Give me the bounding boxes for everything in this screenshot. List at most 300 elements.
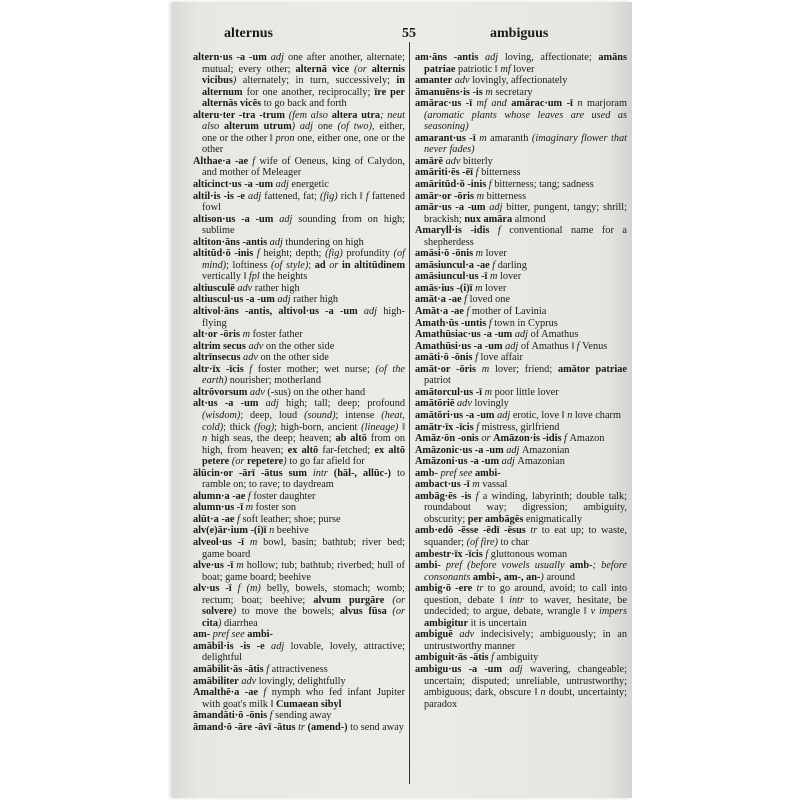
dictionary-entry — [193, 237, 405, 249]
headword-text: amāt·a -ae — [415, 294, 462, 306]
definition-text: lover — [485, 248, 507, 260]
headword-text: per ambāgēs — [467, 513, 524, 525]
grammar-text: adj — [502, 663, 530, 675]
column-divider — [409, 42, 410, 784]
grammar-text: f — [473, 421, 482, 433]
grammar-text: n — [202, 433, 212, 445]
grammar-text: ) — [218, 617, 225, 629]
definition-text: diarrhea — [224, 617, 258, 629]
grammar-text: ) — [540, 571, 547, 583]
grammar-text: f — [461, 294, 470, 306]
headword-text: alv·us -ī — [193, 583, 232, 595]
grammar-text: (imaginary flower that never fades) — [424, 132, 627, 156]
grammar-text: f — [482, 548, 491, 560]
definition-text: ; high-born, ancient — [274, 421, 362, 433]
dictionary-entry — [193, 306, 405, 329]
grammar-text: (of the earth) — [202, 363, 405, 387]
grammar-text: ) — [232, 75, 243, 87]
grammar-text: f — [486, 317, 495, 329]
dictionary-entry — [415, 260, 627, 272]
definition-text: on the other side — [265, 340, 335, 352]
definition-text: amaranth — [490, 132, 532, 144]
headword-text: Amaryll·is -idis — [415, 225, 490, 237]
grammar-text: n — [567, 409, 575, 421]
grammar-text: adj — [274, 294, 294, 306]
definition-text: one, either one, one or the other — [202, 132, 406, 156]
grammar-text: m — [233, 560, 247, 572]
headword-text: amāns patriae — [424, 52, 627, 75]
grammar-text: ) adj — [291, 121, 318, 133]
definition-text: (-sus) on the other hand — [267, 386, 366, 398]
headword-text: amāriti·ēs -ēī — [415, 167, 474, 179]
dictionary-entry — [415, 583, 627, 629]
headword-text: amāritūd·ō -inis — [415, 179, 487, 191]
grammar-text: pref (before vowels usually — [440, 560, 570, 572]
definition-text: love charm — [574, 409, 621, 421]
definition-text: energetic — [291, 179, 329, 191]
definition-text: gluttonous woman — [490, 548, 568, 560]
headword-text: Amāz·ōn -onis — [415, 433, 482, 445]
grammar-text: f — [463, 306, 472, 318]
headword-text: Amāzonic·us -a -um — [415, 444, 504, 456]
headword-text: Amath·ūs -untis — [415, 317, 487, 329]
headword-text: amb·edō -ēsse -ēdī -ēsus — [415, 525, 526, 537]
definition-text: high-flying — [202, 306, 405, 329]
grammar-text: adj — [273, 213, 299, 225]
headword-text: (hāl-, allūc-) — [333, 467, 391, 479]
definition-text: rather high — [293, 294, 339, 306]
dictionary-entry — [193, 341, 405, 353]
dictionary-entry — [193, 387, 405, 399]
headword-text: ambi-, am-, an- — [472, 571, 541, 583]
headword-text: amāt·or -ōris — [415, 363, 477, 375]
definition-text: mother of Lavinia — [471, 306, 547, 318]
headword-text: ambi- — [474, 467, 501, 479]
grammar-text: tr — [525, 525, 542, 537]
dictionary-entry — [415, 456, 627, 468]
dictionary-entry — [193, 502, 405, 514]
definition-text: secretary — [495, 86, 533, 98]
dictionary-entry — [415, 294, 627, 306]
headword-text: amb- — [415, 467, 438, 479]
headword-text: altrim secus — [193, 340, 246, 352]
definition-text: height; depth; — [263, 248, 326, 260]
dictionary-entry — [415, 664, 627, 710]
grammar-text: or — [481, 433, 494, 445]
headword-text: amāti·ō -ōnis — [415, 352, 473, 364]
page-header — [172, 26, 632, 46]
dictionary-entry — [193, 52, 405, 110]
definition-text: patriot — [424, 375, 451, 387]
grammar-text: ; neut also — [202, 109, 405, 133]
definition-text: soft leather; shoe; purse — [242, 513, 341, 525]
dictionary-entry — [415, 283, 627, 295]
dictionary-entry — [415, 191, 627, 203]
definition-text: lover; friend; — [494, 363, 558, 375]
grammar-text: (of style) — [270, 259, 309, 271]
grammar-text: (or — [392, 606, 406, 618]
headword-text: amābiliter — [193, 675, 239, 687]
definition-text: a winding, labyrinth; double talk; roundabout way; digression; ambiguity, obscurity; — [424, 490, 628, 525]
headword-text: alticinct·us -a -um — [193, 179, 274, 191]
headword-text: amās·ius -(i)ī — [415, 282, 473, 294]
definition-text: to ramble on; to rave; to daydream — [202, 467, 405, 491]
definition-text: to char — [500, 536, 529, 548]
headword-text: ambig·ō -ere — [415, 583, 473, 595]
headword-text: amātōri·us -a -um — [415, 409, 495, 421]
headword-text: altrīnsecus — [193, 352, 241, 364]
grammar-text: adj — [494, 409, 513, 421]
grammar-text: (aromatic plants whose leaves are used as seasoning) — [424, 109, 627, 133]
definition-text: indecisively; ambiguously; in an untrustworthy manner — [424, 629, 627, 652]
definition-text: ǁ — [402, 421, 405, 433]
grammar-text: m — [473, 248, 486, 260]
headword-text: alteru·ter -tra -trum — [193, 109, 285, 121]
headword-text: amār·or -ōris — [415, 190, 475, 202]
grammar-text: adv — [240, 352, 261, 364]
grammar-text: (or — [392, 594, 406, 606]
dictionary-entry — [193, 560, 405, 583]
headword-text: in altitūdinem — [341, 259, 406, 271]
dictionary-page — [172, 2, 632, 798]
definition-text: for one another, reciprocally; — [242, 86, 375, 98]
headword-text: ambiguit·ās -ātis — [415, 652, 489, 664]
headword-text: amār·us -a -um — [415, 202, 486, 214]
grammar-text: m — [476, 363, 495, 375]
headword-text: ex altō petere — [202, 444, 405, 468]
dictionary-entry — [193, 364, 405, 387]
dictionary-entry — [193, 283, 405, 295]
grammar-text: m — [469, 479, 483, 491]
headword-text: amābilit·ās -ātis — [193, 663, 264, 675]
grammar-text: adv — [443, 155, 464, 167]
definition-text: enigmatically — [523, 513, 582, 525]
headword-text: ambi- — [247, 629, 273, 641]
definition-text: around — [546, 571, 576, 583]
headword-text: Cumaean sibyl — [275, 698, 342, 710]
headword-text: altitūd·ō -inis — [193, 248, 254, 260]
definition-text: to go back and forth — [261, 98, 347, 110]
headword-text: solvere — [202, 606, 233, 618]
grammar-text: (of two) — [337, 121, 372, 133]
definition-text: one — [317, 121, 338, 133]
definition-text: foster daughter — [253, 490, 316, 502]
grammar-text: f — [473, 167, 482, 179]
grammar-text: tr — [472, 583, 488, 595]
dictionary-entry — [415, 156, 627, 168]
dictionary-entry — [415, 445, 627, 457]
grammar-text: n — [572, 98, 587, 110]
definition-text: ; intense — [335, 409, 382, 421]
grammar-text: v impers — [590, 606, 627, 618]
headword-text: repetere — [247, 456, 284, 468]
definition-text: foster son — [255, 502, 296, 514]
headword-text: Amalthē·a -ae — [193, 687, 258, 699]
dictionary-entry — [193, 329, 405, 341]
dictionary-entry — [193, 664, 405, 676]
definition-text: ; thick — [223, 421, 255, 433]
headword-text: amātorcul·us -ī — [415, 386, 483, 398]
headword-text: Amāzon·is -idis — [493, 433, 562, 445]
dictionary-entry — [415, 87, 627, 99]
right-guideword: ambiguus — [490, 26, 549, 41]
page-number: 55 — [402, 26, 416, 41]
grammar-text: (of fire) — [466, 536, 501, 548]
headword-text: altiton·āns -antis — [193, 236, 268, 248]
grammar-text: n — [540, 687, 549, 699]
definition-text: fattened fowl — [202, 190, 405, 214]
headword-text: alternis vicibus — [202, 63, 405, 87]
left-guideword: alternus — [224, 26, 273, 41]
grammar-text: (or — [354, 63, 372, 75]
dictionary-entry — [415, 560, 627, 583]
dictionary-entry — [415, 75, 627, 87]
dictionary-entry — [415, 179, 627, 191]
grammar-text: adv — [245, 340, 266, 352]
grammar-text: mf and — [472, 98, 512, 110]
grammar-text: m — [482, 386, 495, 398]
grammar-text: f — [245, 490, 254, 502]
grammar-text: m — [244, 536, 264, 548]
dictionary-entry — [415, 202, 627, 225]
grammar-text: f — [243, 363, 258, 375]
headword-text: alvum purgāre — [313, 594, 393, 606]
headword-text: altr·īx -īcis — [193, 363, 244, 375]
grammar-text: f — [561, 433, 570, 445]
grammar-text: n — [266, 525, 277, 537]
grammar-text: m — [487, 271, 500, 283]
dictionary-entry — [415, 98, 627, 133]
headword-text: amāsiuncul·a -ae — [415, 259, 490, 271]
grammar-text: adj — [485, 202, 507, 214]
headword-text: alvus fūsa — [339, 606, 393, 618]
definition-text: marjoram — [586, 98, 627, 110]
headword-text: amāsi·ō -ōnis — [415, 248, 474, 260]
grammar-text: adj — [478, 52, 505, 63]
definition-text: attractiveness — [271, 663, 328, 675]
grammar-text: (of mind) — [202, 248, 405, 271]
dictionary-entry — [415, 410, 627, 422]
grammar-text: f — [576, 340, 583, 352]
grammar-text: f (m) — [231, 583, 267, 595]
definition-text: almond — [512, 213, 546, 225]
headword-text: altern·us -a -um — [193, 52, 267, 63]
definition-text: to go around, avoid; to call into question, debate ǁ — [424, 583, 628, 606]
dictionary-entry — [193, 722, 405, 734]
dictionary-entry — [193, 156, 405, 179]
definition-text: bitterness — [486, 190, 527, 202]
grammar-text: (heat, cold) — [202, 409, 405, 433]
grammar-text: f — [267, 710, 276, 722]
dictionary-entry — [415, 398, 627, 410]
dictionary-entry — [415, 248, 627, 260]
dictionary-entry — [193, 491, 405, 503]
definition-text: it is uncertain — [468, 617, 527, 629]
headword-text: ālūcin·or -ārī -ātus sum — [193, 467, 307, 479]
dictionary-entry — [193, 525, 405, 537]
definition-text: ; deep, loud — [240, 409, 305, 421]
definition-text: rather high — [254, 282, 300, 294]
definition-text: Amazonian — [521, 444, 570, 456]
headword-text: amārac·um -ī — [511, 98, 573, 110]
grammar-text: adj — [512, 329, 531, 341]
definition-text: to waver, hesitate, be undecided; to argue, debate, wrangle ǁ — [424, 594, 628, 618]
headword-text: alumn·us -ī — [193, 502, 244, 514]
grammar-text: f — [489, 225, 510, 237]
definition-text: to go far afield for — [289, 456, 365, 468]
dictionary-entry — [415, 422, 627, 434]
definition-text: of Amathus — [530, 329, 579, 341]
dictionary-entry — [193, 294, 405, 306]
headword-text: altil·is -is -e — [193, 190, 245, 202]
grammar-text: adj — [258, 398, 287, 410]
headword-text: amātor patriae — [557, 363, 627, 375]
definition-text: alternately; in turn, successively; — [242, 75, 397, 87]
grammar-text: (fig) — [319, 190, 341, 202]
definition-text: of Amathus ǁ — [520, 340, 577, 352]
definition-text: nymph who fed infant Jupiter with goat's milk ǁ — [202, 687, 406, 710]
dictionary-entry — [193, 191, 405, 214]
definition-text: lover — [499, 271, 522, 283]
dictionary-entry — [415, 167, 627, 179]
definition-text: foster mother; wet nurse; — [257, 363, 376, 375]
dictionary-entry — [415, 433, 627, 445]
headword-text: am- — [193, 629, 211, 641]
headword-text: altison·us -a -um — [193, 213, 274, 225]
definition-text: one after another, alternate; mutual; every other; — [202, 52, 405, 75]
dictionary-entry — [193, 629, 405, 641]
definition-text: sending away — [275, 710, 332, 722]
grammar-text: tr — [295, 721, 308, 733]
grammar-text: ) — [283, 456, 290, 468]
grammar-text: (fog) — [254, 421, 275, 433]
headword-text: alumn·a -ae — [193, 490, 246, 502]
grammar-text: f — [263, 663, 272, 675]
dictionary-entry — [193, 248, 405, 283]
grammar-text: ) — [232, 606, 242, 618]
headword-text: Amathūsiac·us -a -um — [415, 329, 513, 341]
headword-text: ambigitur — [424, 617, 469, 629]
headword-text: amarant·us -ī — [415, 132, 476, 144]
grammar-text: ; before consonants — [424, 560, 627, 583]
grammar-text: f — [489, 259, 498, 271]
headword-text: amārē — [415, 155, 444, 167]
dictionary-entry — [193, 352, 405, 364]
dictionary-entry — [415, 387, 627, 399]
dictionary-entry — [415, 525, 627, 548]
definition-text: nourisher; motherland — [229, 375, 321, 387]
headword-text: amāsiuncul·us -ī — [415, 271, 488, 283]
grammar-text: f — [248, 155, 260, 167]
headword-text: alv(e)ār·ium -(i)ī — [193, 525, 267, 537]
definition-text: bowl, basin; bathtub; river bed; game board — [202, 536, 405, 560]
definition-text: loved one — [469, 294, 510, 306]
definition-text: vassal — [482, 479, 508, 491]
dictionary-entry — [193, 676, 405, 688]
dictionary-entry — [415, 341, 627, 353]
headword-text: amārac·us -ī — [415, 98, 473, 110]
dictionary-entry — [193, 687, 405, 710]
headword-text: amb- — [569, 560, 593, 572]
definition-text: lovingly, affectionately — [472, 75, 568, 87]
grammar-text: f — [234, 513, 243, 525]
grammar-text: adj — [244, 190, 265, 202]
grammar-text: f — [365, 190, 372, 202]
grammar-text: pref see — [210, 629, 248, 641]
grammar-text: adj — [503, 444, 522, 456]
definition-text: loving, affectionate; — [504, 52, 599, 63]
grammar-text: adj — [267, 236, 286, 248]
definition-text: belly, bowels, stomach; womb; rectum; boat; beehive; — [202, 583, 405, 606]
definition-text: bitterly — [463, 155, 493, 167]
headword-text: alūt·a -ae — [193, 513, 235, 525]
headword-text: ex altō — [287, 444, 319, 456]
definition-text: high seas, the deep; heaven; — [211, 433, 336, 445]
definition-text: on the other side — [260, 352, 329, 364]
definition-text: to eat up; to waste, squander; — [424, 525, 627, 548]
definition-text: patriotic ǁ — [455, 63, 501, 75]
dictionary-entry — [415, 306, 627, 318]
grammar-text: (fig) — [325, 248, 347, 260]
definition-text: fattened, fat; — [264, 190, 320, 202]
definition-text: wife of Oeneus, king of Calydon, and mother of Meleager — [202, 155, 405, 179]
headword-text: am·āns -antis — [415, 52, 479, 63]
definition-text: bitterness; tang; sadness — [494, 179, 594, 191]
headword-text: alt·or -ōris — [193, 329, 240, 341]
grammar-text: or — [329, 259, 342, 271]
definition-text: lover — [485, 282, 507, 294]
grammar-text: pref see — [437, 467, 475, 479]
headword-text: amanter — [415, 75, 453, 87]
headword-text: amātr·īx -īcis — [415, 421, 474, 433]
definition-text: mistress, girlfriend — [481, 421, 560, 433]
dictionary-entry — [415, 549, 627, 561]
definition-text: beehive — [276, 525, 309, 537]
grammar-text: m — [475, 132, 491, 144]
headword-text: (amend-) — [307, 721, 348, 733]
definition-text: lovingly — [474, 398, 509, 410]
dictionary-entry — [415, 364, 627, 387]
headword-text: altera utra — [331, 109, 381, 121]
headword-text: Amāzoni·us -a -um — [415, 456, 500, 468]
dictionary-entry — [415, 225, 627, 248]
dictionary-entry — [415, 271, 627, 283]
definition-text: profundity — [346, 248, 394, 260]
definition-text: vertically ǁ — [202, 271, 249, 283]
dictionary-entry — [193, 110, 405, 156]
grammar-text: adv — [452, 629, 481, 641]
definition-text: the heights — [262, 271, 308, 283]
headword-text: altrōvorsum — [193, 386, 248, 398]
dictionary-entry — [193, 641, 405, 664]
grammar-text: f — [471, 490, 483, 502]
headword-text: ambestr·īx -īcis — [415, 548, 483, 560]
grammar-text: intr — [509, 594, 531, 606]
headword-text: Amathūsi·us -a -um — [415, 340, 503, 352]
grammar-text: fpl — [248, 271, 263, 283]
dictionary-entry — [193, 710, 405, 722]
definition-text: love affair — [480, 352, 523, 364]
headword-text: Amāt·a -ae — [415, 306, 464, 318]
definition-text: bitter, pungent, tangy; shrill; brackish; — [424, 202, 627, 225]
grammar-text: m — [482, 86, 496, 98]
dictionary-entry — [415, 479, 627, 491]
grammar-text: (or — [231, 456, 247, 468]
definition-text: Amazonian — [517, 456, 565, 468]
headword-text: altivol·āns -antis, altivol·us -a -um — [193, 306, 358, 318]
grammar-text: f — [253, 248, 264, 260]
grammar-text: adv — [454, 398, 475, 410]
